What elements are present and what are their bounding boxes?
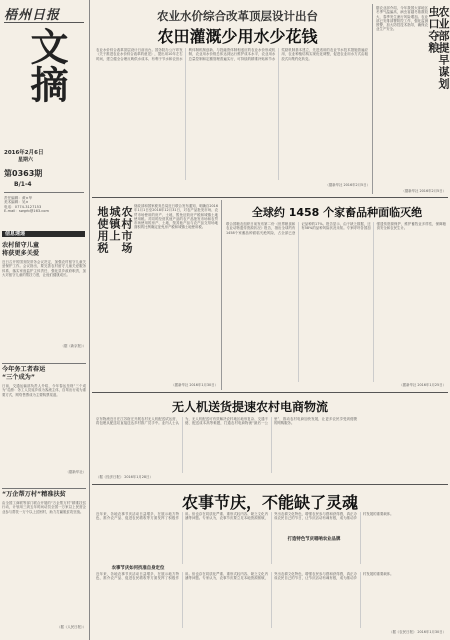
left-news-source: （据《人民日报》） [57, 625, 86, 629]
middle-vertical-rule [221, 200, 222, 390]
left-news-item [2, 366, 86, 486]
agri-reform-headline: 农田灌溉少用水少花钱 [157, 27, 318, 46]
agri-reform-source: （据新华社 2016年2月5日） [325, 183, 370, 187]
festival-text-continued: 近年来，各地农事节庆活动日益增多，在展示地方特色、推介农产品、促进农民增收等方面发挥了积极作用。但也存在同质化严重、重形式轻内容、缺乏文化内涵等问题。专家认为，农事节庆要立足本地资源禀赋，突出农耕文化特色，增强农民参与感和获得感，真正办成农民自己的节日，让节庆活动有魂有根，成为推动乡村发展的重要载体。 [96, 572, 394, 581]
lower-section-rule [92, 484, 448, 485]
page-range: B/1-4 [14, 181, 32, 188]
left-news-divider [2, 488, 86, 489]
middle-section-rule [92, 392, 448, 393]
agri-dept-text: 据农业部介绍，今年我国大部地区冬季气温偏高，病虫害越冬基数较大，春季发生流行风险增加。农业部已安排部署防控工作，强化监测预警，加大防控技术指导，确保农业生产安全。 [376, 6, 428, 32]
festival-subhead: 打造特色节庆唱响农业品牌 [287, 537, 341, 542]
pub-date: 2016年2月6日 [4, 150, 44, 156]
staff-info: 责任编辑：黄×华 美术编辑：吴× 电话：0774-3127153 E-mail：swgrb@163.com [4, 196, 49, 213]
section-title: 文摘 [24, 27, 69, 103]
festival-source: （据《农民日报》 2016年1月30日） [389, 630, 446, 634]
festival-subhead: 农事节庆如何找准自身定位 [111, 566, 165, 571]
pub-weekday: 星期六 [18, 157, 34, 163]
rural-market-text: 财政部和国家税务总局近日联合发布通知，明确自2016年1月1日至2018年12月31日，对农产品批发市场、农贸市场使用的房产、土地，暂免征收房产税和城镇土地使用税。对同时经营其他产品的农产品批发市场和农贸市场使用的房产、土地，按其他产品与农产品交易场地面积的比例确定征免房产税和城镇土地使用税。 [134, 204, 218, 230]
agri-reform-kicker: 农业水价综合改革顶层设计出台 [157, 9, 318, 23]
agri-dept-rule [372, 4, 373, 194]
rural-market-source: （据新华社 2016年1月30日） [171, 383, 218, 387]
drone-text: 京东物流近日在江苏宿迁开展农村无人机配送试运营，将包裹从配送站直接送达乡村推广员手中。业内人士认为，无人机配送可有效解决农村地区地形复杂、交通不便、配送成本高等难题，打通农村电商物流“最后一公里”，推动农村电商加快发展，让更多农民享受到便捷的网购服务。 [96, 417, 357, 426]
drone-source: （据《经济日报》 2016年1月28日） [96, 475, 153, 479]
issue-number: 第0363期 [4, 169, 43, 178]
global-breeds-source: （据新华社 2016年1月25日） [399, 383, 446, 387]
rural-market-headline: 农村市场 城镇上 地使用税 [96, 206, 133, 254]
left-news-title: 今年务工者春运 “三个成为” [2, 366, 46, 381]
agri-dept-headline: 农业部提早谋划 虫口夺粮 [427, 6, 450, 90]
top-section-rule [92, 197, 448, 198]
masthead-rule [4, 22, 84, 23]
paper-name: 梧州日报 [4, 8, 61, 23]
festival-headline: 农事节庆，不能缺了灵魂 [181, 493, 358, 512]
agri-reform-text: 农业水价综合改革顶层设计日前出台。国务院办公厅印发《关于推进农业水价综合改革的意见》，提出用10年左右时间，建立健全合理反映供水成本、有利于节水和农田水利体制机制创新、与投融资体制相适应的农业水价形成机制，农业用水价格总体达到运行维护成本水平，农业用水总量控制和定额管理普遍实行，可持续的精准补贴和节水奖励机制基本建立，先进适用的农业节水技术措施普遍应用，农业种植结构实现优化调整，促进农业用水方式由粗放式向集约化转变。 [96, 48, 368, 61]
left-news-text: 日前，交通运输部负责人介绍，今年春运呈现“三个成为”趋势：务工人员返乡成为客流主体，自驾出行成为重要方式，网络售票成为主要购票渠道。 [2, 384, 86, 397]
festival-text: 近年来，各地农事节庆活动日益增多，在展示地方特色、推介农产品、促进农民增收等方面发挥了积极作用。但也存在同质化严重、重形式轻内容、缺乏文化内涵等问题。专家认为，农事节庆要立足本地资源禀赋，突出农耕文化特色，增强农民参与感和获得感，真正办成农民自己的节日，让节庆活动有魂有根，成为推动乡村发展的重要载体。 [96, 512, 394, 521]
masthead-vertical-rule [89, 0, 90, 640]
left-news-item [2, 242, 86, 362]
left-column-banner: 信息速递 [2, 231, 85, 237]
left-news-source: （据《新京报》） [60, 344, 86, 348]
left-news-divider [2, 363, 86, 364]
drone-headline: 无人机送货提速农村电商物流 [171, 400, 328, 414]
left-news-text: 近日召开的国务院常务会议决定，加强农村留守儿童关爱保护工作。会议指出，要完善农村留守儿童关爱服务体系，落实家庭监护主体责任，强化县乡政府职责，加大对留守儿童的帮扶力度，让他们健康成长。 [2, 260, 86, 277]
left-news-text: 由全国工商联等部门联合开展的“万企帮万村”精准扶贫行动，计划用三到五年时间动员全国一万家以上民营企业参与帮扶一万个以上贫困村，助力打赢脱贫攻坚战。 [2, 501, 86, 514]
agri-dept-source: （据新华社 2016年2月5日） [401, 189, 446, 193]
left-news-source: （据新华社） [65, 470, 86, 474]
masthead-divider [4, 192, 84, 193]
global-breeds-text: 联合国粮农组织日前发布第二份《世界粮食和农业动物遗传资源状况》报告，指出全球约有1458个家畜品种面临灭绝风险，占全部已登记品种的17%。报告显示，由于缺乏数据，还有58%的品种风险状况未知。专家呼吁各国加强遗传资源保护，维护畜牧业多样性，保障粮食安全和农民生计。 [226, 222, 446, 235]
left-news-title: “万企帮万村”精准扶贫 [2, 491, 66, 498]
global-breeds-headline: 全球约 1458 个家畜品种面临灭绝 [251, 206, 423, 219]
masthead [0, 0, 88, 245]
left-news-title: 农村留守儿童 将获更多关爱 [2, 242, 40, 257]
left-news-item [2, 491, 86, 637]
